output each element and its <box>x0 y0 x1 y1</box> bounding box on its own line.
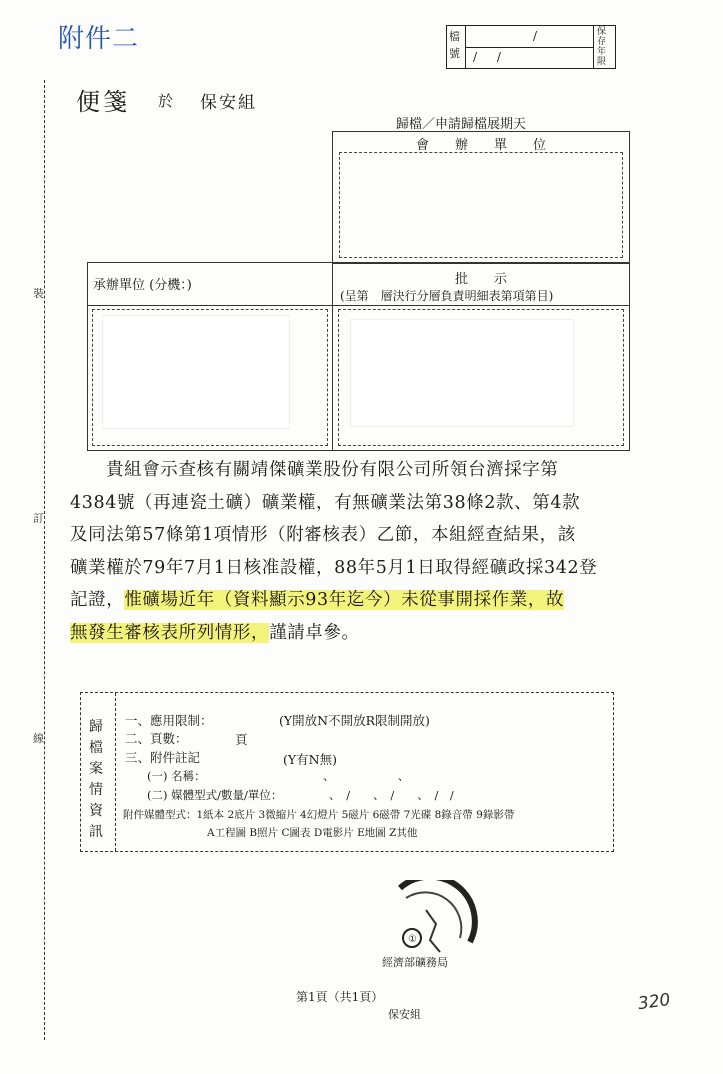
metadata-sub-2-value: 、 / 、 / 、 / / <box>329 788 454 802</box>
footer-unit: 保安組 <box>388 1008 421 1021</box>
retention-label: 保存年限 <box>597 27 607 67</box>
archive-heading: 歸檔／申請歸檔展期天 <box>396 117 527 132</box>
memo-body <box>70 454 630 649</box>
handling-approval-table <box>87 262 630 451</box>
media-type-line-2: A工程圖 B照片 C圖表 D電影片 E地圖 Z其他 <box>207 827 418 839</box>
body-line-2: 4384號（再連瓷土礦）礦業權，有無礦業法第38條2款、第4款 <box>70 492 581 513</box>
page-number: 第1頁（共1頁） <box>296 990 384 1004</box>
metadata-sub-1-value: 、 、 <box>323 769 410 783</box>
attachment-label: 附件二 <box>58 24 140 54</box>
memo-to-prefix: 於 <box>158 92 174 110</box>
redacted-area-right <box>350 319 574 427</box>
metadata-sub-2: (二) 媒體型式/數量/單位： <box>147 788 283 802</box>
body-line-4: 礦業權於79年7月1日核准設權，88年5月1日取得經礦政採342登 <box>70 557 598 578</box>
highlighted-text: 惟礦場近年（資料顯示93年迄今）未從事開採作業，故 <box>124 590 565 610</box>
stamp-agency: 經濟部礦務局 <box>382 956 448 969</box>
binding-mark-3: 線 <box>33 732 44 745</box>
binding-mark-2: 訂 <box>33 512 44 525</box>
file-number-value-1: / <box>533 29 538 43</box>
metadata-sub-1: (一) 名稱： <box>147 769 206 783</box>
metadata-item-2-unit: 頁 <box>235 732 248 747</box>
handling-unit-label: 承辦單位 (分機：) <box>93 278 192 293</box>
metadata-item-1: 一、應用限制： <box>125 713 213 728</box>
archive-box <box>446 25 616 69</box>
approval-header: 批 示 <box>454 272 507 287</box>
highlighted-text: 無發生審核表所列情形， <box>70 622 270 643</box>
file-number-value-2: / / <box>473 50 509 64</box>
body-line-5: 記證，惟礦場近年（資料顯示93年迄今）未從事開採作業，故 <box>70 590 565 610</box>
cosign-header: 會 辦 單 位 <box>415 138 546 153</box>
approval-subtitle: (呈第 層決行分層負責明細表第項第目) <box>340 289 554 303</box>
metadata-item-3-value: (Y有N無) <box>283 752 337 767</box>
binding-mark-1: 裝 <box>33 287 44 300</box>
body-line-1: 貴組會示查核有關靖傑礦業股份有限公司所領台濟採字第 <box>106 460 559 480</box>
body-line-6: 無發生審核表所列情形，謹請卓參。 <box>70 622 360 643</box>
file-number-label: 檔號 <box>449 30 460 60</box>
archive-metadata-box <box>80 692 614 852</box>
metadata-item-2: 二、頁數： <box>125 731 188 746</box>
memo-title: 便箋 <box>76 88 130 116</box>
media-type-line-1: 附件媒體型式：1紙本 2底片 3微縮片 4幻燈片 5磁片 6磁帶 7光碟 8錄音帶 9錄影帶 <box>123 809 515 821</box>
redacted-area-left <box>102 315 290 429</box>
body-line-3: 及同法第57條第1項情形（附審核表）乙節，本組經查結果，該 <box>70 525 576 545</box>
svg-text:①: ① <box>408 934 417 945</box>
memo-unit: 保安組 <box>200 93 257 113</box>
metadata-item-3: 三、附件註記 <box>125 750 201 765</box>
official-stamp <box>378 880 478 980</box>
handwritten-number: 320 <box>636 989 672 1015</box>
metadata-item-1-value: (Y開放N不開放R限制開放) <box>279 713 430 728</box>
binding-line <box>44 80 45 1040</box>
cosign-box <box>332 131 630 264</box>
metadata-side-label: 歸檔案情資訊 <box>89 719 103 840</box>
